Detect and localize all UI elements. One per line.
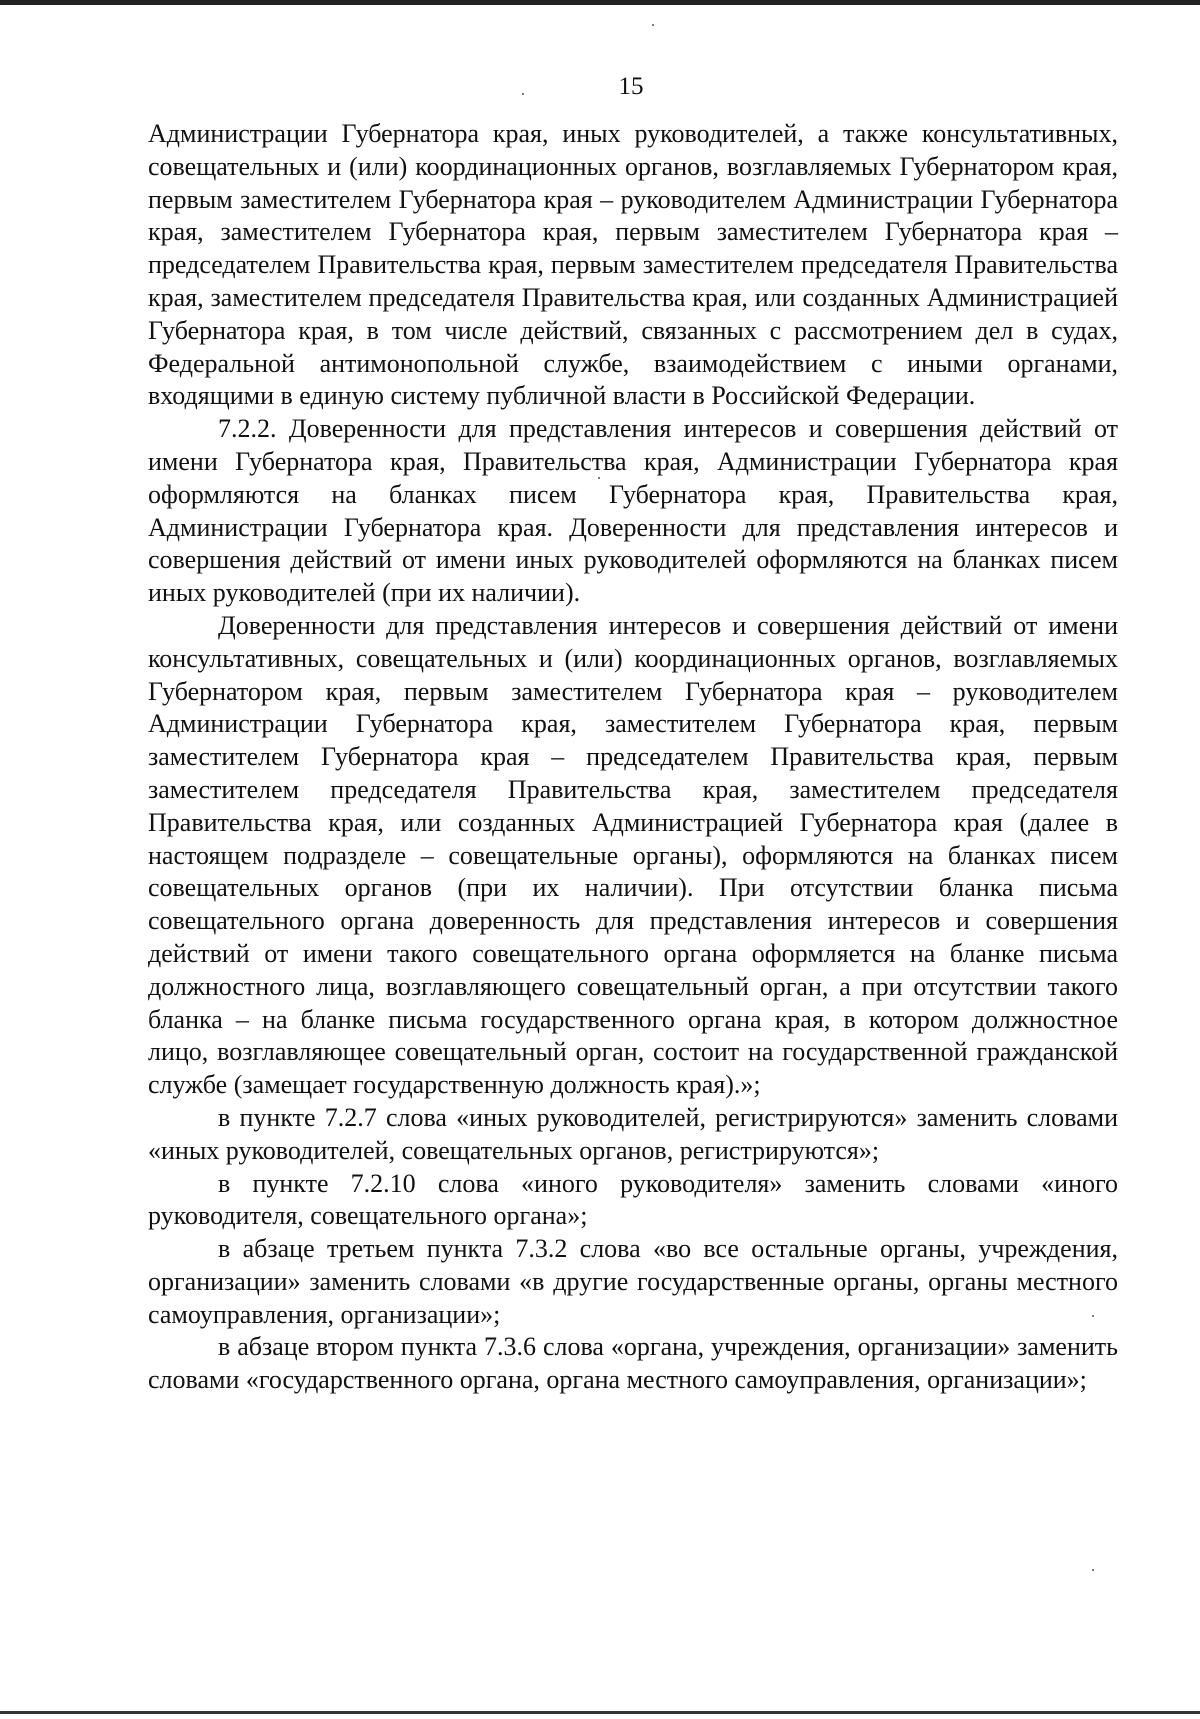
- bottom-border-line: [0, 1711, 1200, 1714]
- scan-speck: [598, 477, 600, 479]
- paragraph-amend-7-3-2: в абзаце третьем пункта 7.3.2 слова «во все остальные органы, учреждения, организации» заменить словами «в другие государственные органы, органы местного самоуправления, организации»;: [148, 1234, 1118, 1329]
- scan-speck: [1092, 1569, 1094, 1571]
- paragraph-advisory-bodies: Доверенности для представления интересов и совершения действий от имени консультативных, совещательных и (или) координационных органов, возглавляемых Губернатором края, первым заместителем Губернатора края – руководителем Администрации Губернатора края, заместителем Губернатора края, первым заместителем Губернатора края – председателем Правительства края, первым заместителем председателя Правительства края, заместителем председателя Правительства края, или созданных Администрацией Губернатора края (далее в настоящем подразделе – совещательные органы), оформляются на бланках писем совещательных органов (при их наличии). При отсутствии бланка письма совещательного органа доверенность для представления интересов и совершения действий от имени такого совещательного органа оформляется на бланке письма должностного лица, возглавляющего совещательный орган, а при отсутствии такого бланка – на бланке письма государственного органа края, в котором должностное лицо, возглавляющее совещательный орган, состоит на государственной гражданской службе (замещает государственную должность края).»;: [148, 610, 1118, 1100]
- paragraph-7-2-2: 7.2.2. Доверенности для представления интересов и совершения действий от имени Губернатора края, Правительства края, Администрации Губернатора края оформляются на бланках писем Губернатора края, Правительства края, Администрации Губернатора края. Доверенности для представления интересов и совершения действий от имени иных руководителей оформляются на бланках писем иных руководителей (при их наличии).: [148, 414, 1118, 608]
- paragraph-amend-7-3-6: в абзаце втором пункта 7.3.6 слова «органа, учреждения, организации» заменить словами «государственного органа, органа местного самоуправления, организации»;: [148, 1332, 1118, 1395]
- scan-speck: [652, 24, 654, 26]
- scan-speck: [1092, 1315, 1094, 1317]
- document-body: [148, 118, 1118, 1397]
- paragraph-amend-7-2-7: в пункте 7.2.7 слова «иных руководителей, регистрируются» заменить словами «иных руководителей, совещательных органов, регистрируются»;: [148, 1102, 1118, 1165]
- scan-speck: [522, 93, 524, 95]
- page-number: 15: [618, 73, 644, 100]
- top-border-line: [0, 0, 1200, 5]
- paragraph-continuation: Администрации Губернатора края, иных руководителей, а также консультативных, совещательных и (или) координационных органов, возглавляемых Губернатором края, первым заместителем Губернатора края – руководителем Администрации Губернатора края, заместителем Губернатора края, первым заместителем Губернатора края – председателем Правительства края, первым заместителем председателя Правительства края, заместителем председателя Правительства края, или созданных Администрацией Губернатора края, в том числе действий, связанных с рассмотрением дел в судах, Федеральной антимонопольной службе, взаимодействием с иными органами, входящими в единую систему публичной власти в Российской Федерации.: [148, 119, 1118, 411]
- paragraph-amend-7-2-10: в пункте 7.2.10 слова «иного руководителя» заменить словами «иного руководителя, совещательного органа»;: [148, 1168, 1118, 1231]
